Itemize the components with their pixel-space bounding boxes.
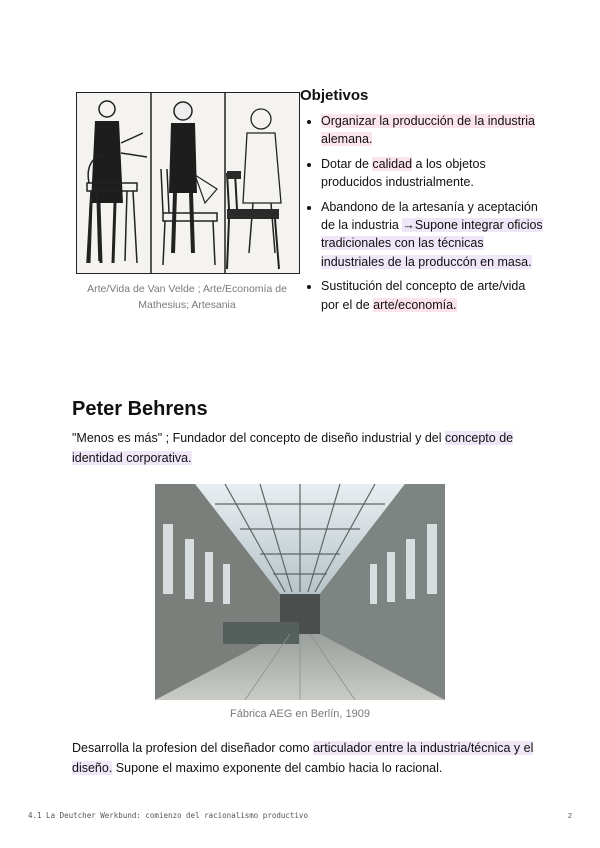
- list-item: [321, 277, 543, 314]
- objective-text: Sustitución del concepto de arte/vida por el de: [321, 279, 526, 312]
- illustration-caption: Arte/Vida de Van Velde ; Arte/Economía de Mathesius; Artesania: [87, 283, 287, 311]
- page-number: 2: [567, 811, 572, 820]
- closing-highlight: articulador entre la industria/técnica y el diseño.: [72, 741, 534, 775]
- werkbund-illustration: [76, 92, 300, 274]
- objetivos-heading: Objetivos: [300, 87, 369, 104]
- objective-text: Abandono de la artesanía y aceptación de la industria: [321, 199, 538, 233]
- factory-drawing: [155, 484, 445, 700]
- objective-text: Dotar de: [321, 156, 373, 171]
- objective-highlight: calidad: [372, 156, 413, 171]
- objective-highlight: arte/economía.: [373, 297, 457, 312]
- illustration-drawing: [77, 93, 299, 273]
- intro-text: "Menos es más" ; Fundador del concepto de diseño industrial y del: [72, 431, 445, 445]
- page-footer: 4.1 La Deutcher Werkbund: comienzo del racionalismo productivo: [28, 811, 308, 820]
- objetivos-list: [300, 112, 543, 320]
- closing-text: Desarrolla la profesion del diseñador como: [72, 741, 314, 755]
- objective-text: a los objetos producidos industrialmente.: [321, 156, 486, 190]
- behrens-heading: Peter Behrens: [72, 398, 208, 420]
- closing-text: Supone el maximo exponente del cambio hacia lo racional.: [112, 760, 443, 775]
- objective-text: Organizar la producción de la industria alemana.: [321, 114, 536, 147]
- objective-highlight: →Supone integrar oficios tradicionales con las técnicas industriales de la produccón en masa.: [321, 218, 543, 269]
- photo-caption: Fábrica AEG en Berlín, 1909: [229, 708, 371, 720]
- intro-highlight: concepto de identidad corporativa.: [72, 431, 514, 465]
- aeg-factory-photo: [155, 484, 445, 700]
- list-item: [321, 155, 543, 192]
- behrens-intro: [72, 429, 542, 468]
- behrens-closing: [72, 739, 542, 778]
- list-item: [321, 112, 543, 149]
- list-item: [321, 198, 543, 272]
